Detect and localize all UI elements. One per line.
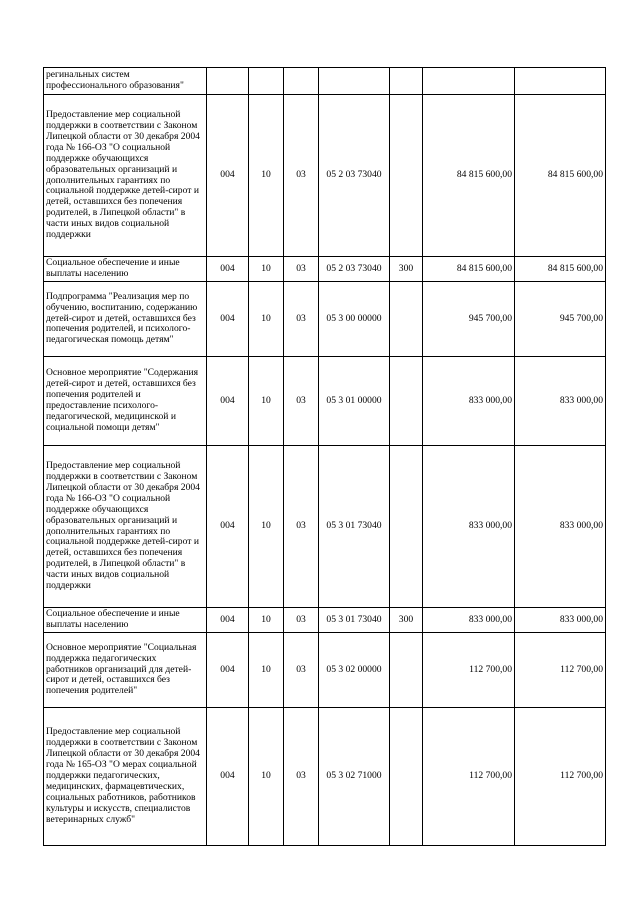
row-admin-code: 004 — [207, 95, 249, 257]
row-admin-code: 004 — [207, 282, 249, 357]
row-sum-year1: 84 815 600,00 — [423, 257, 515, 282]
row-name: Предоставление мер социальной поддержки в соответствии с Законом Липецкой области от 30 декабря 2004 года № 165-ОЗ "О мерах социальной поддержки педагогических, медицинских, фармацевтических, социальных работников, работников культуры и искусств, специалистов ветеринарных служб" — [44, 708, 207, 846]
row-name: Основное мероприятие "Содержания детей-сирот и детей, оставшихся без попечения родителей и предоставление психолого-педагогической, медицинской и социальной помощи детям" — [44, 357, 207, 446]
row-subsection: 03 — [284, 608, 319, 633]
row-sum-year1: 112 700,00 — [423, 708, 515, 846]
row-section: 10 — [249, 446, 284, 608]
row-name: регинальных систем профессионального образования" — [44, 68, 207, 95]
table-row — [44, 95, 606, 257]
row-subsection: 03 — [284, 446, 319, 608]
row-admin-code — [207, 68, 249, 95]
row-sum-year2: 833 000,00 — [515, 357, 606, 446]
row-sum-year2: 112 700,00 — [515, 633, 606, 708]
row-target-article: 05 3 02 00000 — [319, 633, 390, 708]
row-expense-type — [390, 633, 423, 708]
row-name: Социальное обеспечение и иные выплаты населению — [44, 608, 207, 633]
row-section: 10 — [249, 257, 284, 282]
row-sum-year2: 945 700,00 — [515, 282, 606, 357]
row-sum-year1: 112 700,00 — [423, 633, 515, 708]
row-section: 10 — [249, 357, 284, 446]
budget-table — [43, 67, 606, 846]
row-expense-type — [390, 708, 423, 846]
row-name: Предоставление мер социальной поддержки в соответствии с Законом Липецкой области от 30 декабря 2004 года № 166-ОЗ "О социальной поддержке обучающихся образовательных организаций и дополнительных гарантиях по социальной поддержке детей-сирот и детей, оставшихся без попечения родителей, в Липецкой области" в части иных видов социальной поддержки — [44, 95, 207, 257]
row-sum-year2 — [515, 68, 606, 95]
table-row — [44, 68, 606, 95]
row-admin-code: 004 — [207, 257, 249, 282]
row-admin-code: 004 — [207, 446, 249, 608]
row-sum-year1: 833 000,00 — [423, 608, 515, 633]
row-target-article: 05 3 00 00000 — [319, 282, 390, 357]
row-subsection: 03 — [284, 708, 319, 846]
table-row — [44, 608, 606, 633]
row-expense-type — [390, 68, 423, 95]
row-expense-type: 300 — [390, 608, 423, 633]
row-admin-code: 004 — [207, 633, 249, 708]
row-sum-year2: 833 000,00 — [515, 608, 606, 633]
row-section: 10 — [249, 633, 284, 708]
row-name: Подпрограмма "Реализация мер по обучению, воспитанию, содержанию детей-сирот и детей, оставшихся без попечения родителей, и психолого-педагогическая помощь детям" — [44, 282, 207, 357]
table-row — [44, 257, 606, 282]
row-admin-code: 004 — [207, 708, 249, 846]
row-admin-code: 004 — [207, 357, 249, 446]
row-section: 10 — [249, 708, 284, 846]
row-target-article: 05 2 03 73040 — [319, 95, 390, 257]
row-target-article: 05 3 02 71000 — [319, 708, 390, 846]
row-target-article — [319, 68, 390, 95]
row-subsection — [284, 68, 319, 95]
row-subsection: 03 — [284, 357, 319, 446]
row-sum-year1: 945 700,00 — [423, 282, 515, 357]
row-section: 10 — [249, 95, 284, 257]
table-row — [44, 708, 606, 846]
row-section: 10 — [249, 608, 284, 633]
table-row — [44, 633, 606, 708]
row-name: Предоставление мер социальной поддержки в соответствии с Законом Липецкой области от 30 декабря 2004 года № 166-ОЗ "О социальной поддержке обучающихся образовательных организаций и дополнительных гарантиях по социальной поддержке детей-сирот и детей, оставшихся без попечения родителей, в Липецкой области" в части иных видов социальной поддержки — [44, 446, 207, 608]
row-target-article: 05 3 01 73040 — [319, 446, 390, 608]
row-section — [249, 68, 284, 95]
row-sum-year2: 84 815 600,00 — [515, 95, 606, 257]
row-expense-type — [390, 357, 423, 446]
row-subsection: 03 — [284, 282, 319, 357]
row-target-article: 05 3 01 00000 — [319, 357, 390, 446]
row-expense-type: 300 — [390, 257, 423, 282]
row-sum-year1: 833 000,00 — [423, 446, 515, 608]
row-expense-type — [390, 282, 423, 357]
table-row — [44, 446, 606, 608]
row-sum-year2: 112 700,00 — [515, 708, 606, 846]
row-sum-year2: 84 815 600,00 — [515, 257, 606, 282]
row-admin-code: 004 — [207, 608, 249, 633]
row-sum-year1: 84 815 600,00 — [423, 95, 515, 257]
row-target-article: 05 3 01 73040 — [319, 608, 390, 633]
row-name: Социальное обеспечение и иные выплаты населению — [44, 257, 207, 282]
row-name: Основное мероприятие "Социальная поддержка педагогических работников организаций для детей-сирот и детей, оставшихся без попечения родителей" — [44, 633, 207, 708]
row-sum-year2: 833 000,00 — [515, 446, 606, 608]
row-target-article: 05 2 03 73040 — [319, 257, 390, 282]
row-subsection: 03 — [284, 257, 319, 282]
row-section: 10 — [249, 282, 284, 357]
table-row — [44, 357, 606, 446]
row-sum-year1: 833 000,00 — [423, 357, 515, 446]
row-sum-year1 — [423, 68, 515, 95]
row-expense-type — [390, 95, 423, 257]
row-expense-type — [390, 446, 423, 608]
row-subsection: 03 — [284, 633, 319, 708]
table-row — [44, 282, 606, 357]
row-subsection: 03 — [284, 95, 319, 257]
